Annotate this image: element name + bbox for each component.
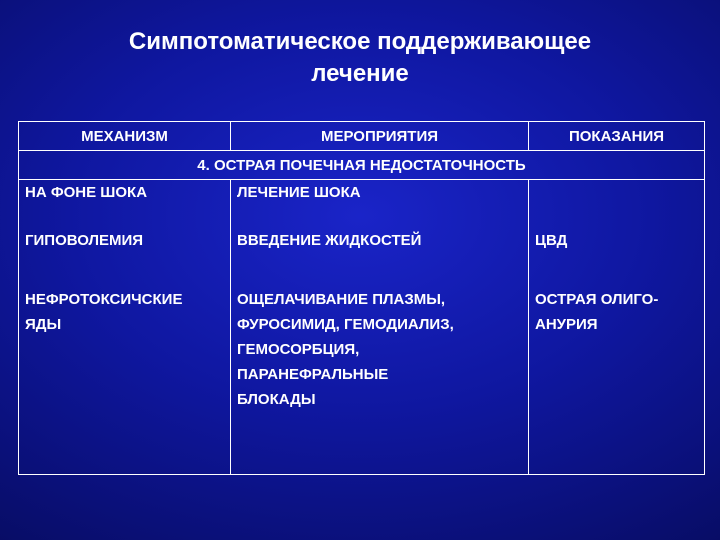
cell-text: ГИПОВОЛЕМИЯ	[25, 232, 144, 249]
cell-text: ФУРОСИМИД, ГЕМОДИАЛИЗ,	[237, 316, 454, 333]
cell-text: ЦВД	[535, 232, 568, 249]
cell-text: БЛОКАДЫ	[237, 391, 316, 408]
table-section-row	[19, 151, 705, 180]
cell-measures	[231, 210, 529, 280]
table-row	[19, 180, 705, 211]
cell-indications	[529, 180, 705, 211]
cell-indications	[529, 280, 705, 475]
slide-title-line-1: Симпотоматическое поддерживающее	[128, 28, 592, 55]
table-row	[19, 280, 705, 475]
header-measures: МЕРОПРИЯТИЯ	[231, 122, 529, 151]
cell-text: НЕФРОТОКСИЧСКИЕ	[25, 291, 183, 308]
cell-text: ПАРАНЕФРАЛЬНЫЕ	[237, 366, 389, 383]
cell-mechanism	[19, 210, 231, 280]
cell-text: ГЕМОСОРБЦИЯ,	[237, 341, 360, 358]
slide-title-line-2: лечение	[311, 60, 409, 87]
cell-text: ЛЕЧЕНИЕ ШОКА	[237, 184, 361, 201]
cell-measures	[231, 180, 529, 211]
cell-text: ВВЕДЕНИЕ ЖИДКОСТЕЙ	[237, 232, 422, 249]
cell-text: НА ФОНЕ ШОКА	[25, 184, 148, 201]
table-header-row	[19, 122, 705, 151]
treatment-table	[18, 121, 705, 475]
cell-text: ОЩЕЛАЧИВАНИЕ ПЛАЗМЫ,	[237, 291, 446, 308]
header-indications: ПОКАЗАНИЯ	[529, 122, 705, 151]
cell-measures	[231, 280, 529, 475]
header-mechanism: МЕХАНИЗМ	[19, 122, 231, 151]
slide-title	[40, 26, 680, 90]
cell-mechanism	[19, 280, 231, 475]
cell-indications	[529, 210, 705, 280]
section-title: 4. ОСТРАЯ ПОЧЕЧНАЯ НЕДОСТАТОЧНОСТЬ	[19, 151, 705, 180]
cell-text: АНУРИЯ	[535, 316, 598, 333]
cell-text: ЯДЫ	[25, 316, 62, 333]
cell-mechanism	[19, 180, 231, 211]
table-row	[19, 210, 705, 280]
cell-text: ОСТРАЯ ОЛИГО-	[535, 291, 659, 308]
